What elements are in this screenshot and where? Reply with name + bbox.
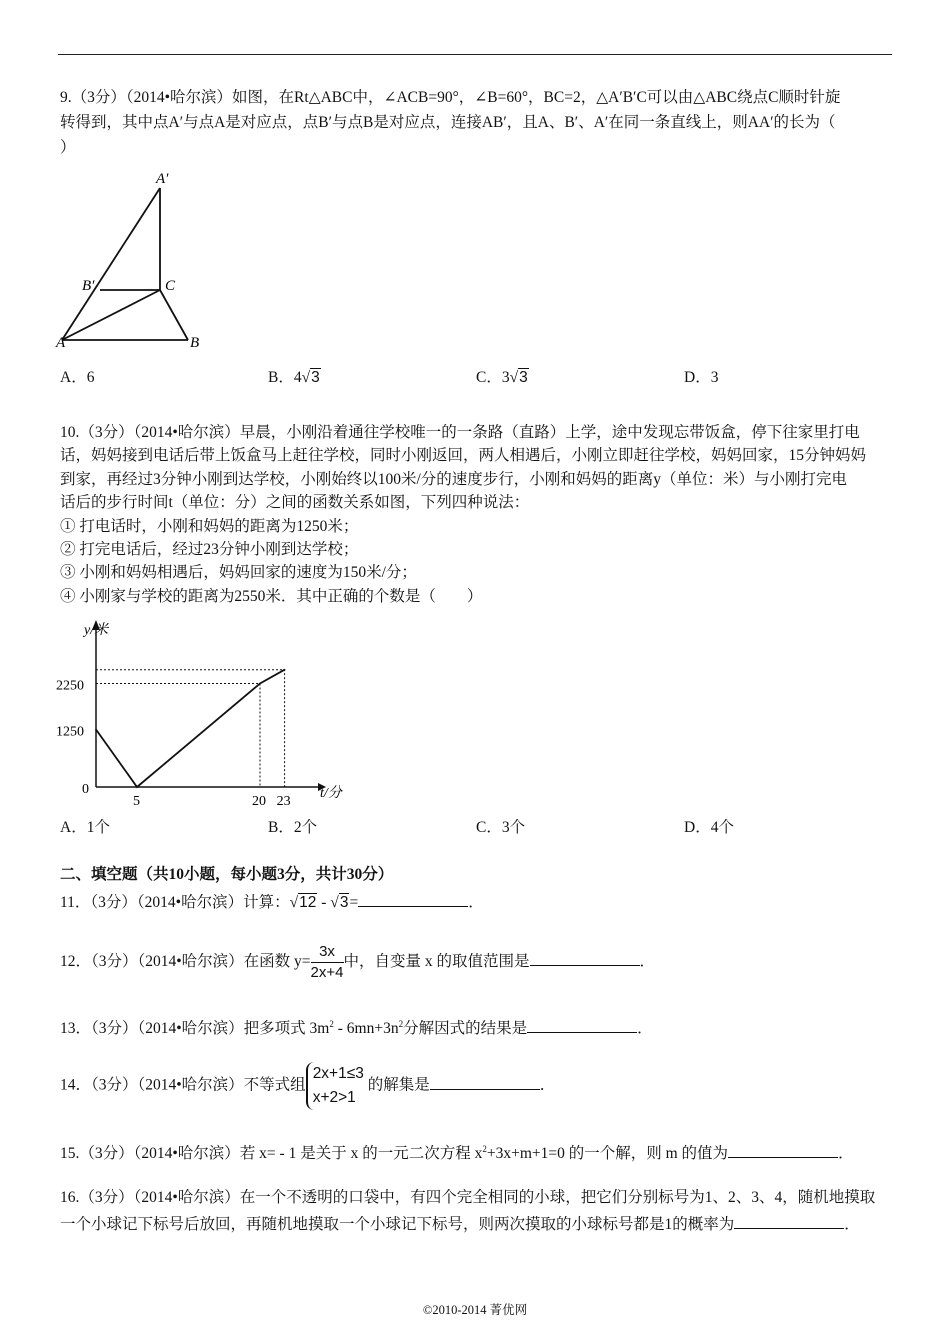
radicand: 3 bbox=[519, 369, 528, 386]
exponent: 2 bbox=[398, 1019, 404, 1029]
label-b-prime: B′ bbox=[82, 278, 95, 294]
distance-line bbox=[96, 670, 285, 787]
q10-option-c[interactable]: C．3个 bbox=[476, 819, 526, 836]
y-tick-label: 1250 bbox=[56, 724, 84, 740]
q13-suffix: 分解因式的结果是 bbox=[403, 1020, 528, 1038]
data-point bbox=[259, 683, 261, 685]
radicand: 3 bbox=[339, 894, 349, 911]
x-tick-label: 23 bbox=[276, 794, 291, 809]
q9-option-b[interactable]: B．4√3 bbox=[268, 369, 320, 386]
inequality-system bbox=[306, 1062, 364, 1110]
fraction bbox=[311, 942, 344, 983]
end: ． bbox=[844, 1216, 860, 1233]
q13-mid: - 6mn+3n bbox=[333, 1020, 399, 1038]
minus: - bbox=[317, 894, 331, 911]
q12-suffix: 中，自变量 x 的取值范围是 bbox=[343, 953, 530, 971]
section-title: 二、填空题（共10小题，每小题3分，共计30分） bbox=[60, 866, 394, 883]
end: ． bbox=[637, 1020, 653, 1038]
q10-line: 话后的步行时间t（单位：分）之间的函数关系如图，下列四种说法： bbox=[60, 494, 530, 511]
q9-option-c[interactable]: C．3√3 bbox=[476, 369, 528, 386]
q10-line: 10.（3分）（2014•哈尔滨）早晨，小刚沿着通往学校唯一的一条路（直路）上学，途中发现忘带饭盒，停下往家里打电 bbox=[60, 424, 860, 441]
q15-rest: +3x+m+1=0 的一个解，则 m 的值为 bbox=[486, 1145, 729, 1163]
q9-line: ） bbox=[60, 139, 76, 156]
footer-copyright: ©2010-2014 菁优网 bbox=[422, 1303, 528, 1317]
data-point bbox=[95, 729, 97, 731]
data-point bbox=[136, 786, 138, 788]
exponent: 2 bbox=[482, 1144, 487, 1154]
label-c: C bbox=[165, 278, 176, 294]
exponent: 2 bbox=[329, 1019, 334, 1029]
denominator: 2x+4 bbox=[310, 964, 344, 981]
dashed-guide bbox=[96, 684, 260, 788]
equals: = bbox=[349, 894, 359, 911]
q10-option-d[interactable]: D．4个 bbox=[684, 819, 734, 836]
option-label: B．4 bbox=[268, 369, 302, 386]
data-point bbox=[284, 669, 286, 671]
q13 bbox=[60, 1015, 653, 1038]
label-a-prime: A′ bbox=[156, 171, 169, 187]
end: ． bbox=[639, 953, 656, 971]
q11-prefix: 11．（3分）（2014•哈尔滨）计算： bbox=[60, 894, 290, 911]
q14-prefix: 14．（3分）（2014•哈尔滨）不等式组 bbox=[60, 1076, 306, 1094]
radicand: 3 bbox=[311, 369, 320, 386]
q14 bbox=[60, 1062, 555, 1110]
answer-blank[interactable] bbox=[734, 1214, 844, 1229]
answer-blank[interactable] bbox=[430, 1075, 540, 1090]
end: ． bbox=[838, 1145, 854, 1163]
inequality-2: x+2>1 bbox=[312, 1089, 356, 1106]
q10-option-a[interactable]: A．1个 bbox=[60, 819, 110, 836]
end: ． bbox=[468, 894, 484, 911]
q9-line: 转得到，其中点A′与点A是对应点，点B′与点B是对应点，连接AB′，且A、B′、A′在同一条直线上，则AA′的长为（ bbox=[60, 114, 836, 131]
q10-statement: ② 打完电话后，经过23分钟小刚到达学校； bbox=[60, 541, 359, 558]
q16-text: 一个小球记下标号后放回，再随机地摸取一个小球记下标号，则两次摸取的小球标号都是1的概率为 bbox=[60, 1216, 735, 1233]
answer-blank[interactable] bbox=[358, 892, 468, 907]
y-tick-label: 2250 bbox=[56, 678, 84, 694]
x-tick-label: 20 bbox=[252, 794, 266, 809]
answer-blank[interactable] bbox=[527, 1018, 637, 1033]
q12 bbox=[60, 942, 655, 983]
q16-line2 bbox=[60, 1214, 860, 1234]
q10-statement: ① 打电话时，小刚和妈妈的距离为1250米； bbox=[60, 518, 359, 535]
q9-option-d[interactable]: D．3 bbox=[684, 369, 719, 386]
option-label: C．3 bbox=[476, 369, 510, 386]
q9-option-a[interactable]: A．6 bbox=[60, 369, 95, 386]
q10-statement: ④ 小刚家与学校的距离为2550米．其中正确的个数是（ ） bbox=[60, 588, 483, 605]
q14-suffix: 的解集是 bbox=[367, 1076, 430, 1094]
q16-line1: 16.（3分）（2014•哈尔滨）在一个不透明的口袋中，有四个完全相同的小球，把它们分别标号为1、2、3、4，随机地摸取 bbox=[60, 1189, 876, 1206]
x-tick-label: 0 bbox=[82, 782, 89, 797]
x-tick-label: 5 bbox=[133, 794, 140, 809]
answer-blank[interactable] bbox=[728, 1143, 838, 1158]
q10-line: 话，妈妈接到电话后带上饭盒马上赶往学校，同时小刚返回，两人相遇后，小刚立即赶往学校，妈妈回家，15分钟妈妈 bbox=[60, 447, 867, 464]
q11: 11．（3分）（2014•哈尔滨）计算：√12 - √3= ． bbox=[60, 894, 484, 911]
radicand: 12 bbox=[299, 894, 317, 911]
x-axis-label: t/分 bbox=[320, 786, 342, 801]
q9-line: 9.（3分）（2014•哈尔滨）如图，在Rt△ABC中，∠ACB=90°，∠B=60°，BC=2，△A′B′C可以由△ABC绕点C顺时针旋 bbox=[60, 89, 841, 106]
q10-line: 到家，再经过3分钟小刚到达学校，小刚始终以100米/分的速度步行，小刚和妈妈的距离y（单位：米）与小刚打完电 bbox=[60, 471, 848, 488]
y-axis-label: y/米 bbox=[84, 623, 109, 638]
q15 bbox=[60, 1140, 854, 1163]
numerator: 3x bbox=[311, 942, 344, 963]
answer-blank[interactable] bbox=[530, 951, 640, 966]
inequality-1: 2x+1≤3 bbox=[312, 1065, 364, 1082]
q15-text: 15.（3分）（2014•哈尔滨）若 x= - 1 是关于 x 的一元二次方程 x bbox=[60, 1145, 483, 1163]
q13-prefix: 13．（3分）（2014•哈尔滨）把多项式 3m bbox=[60, 1020, 330, 1038]
q10-statement: ③ 小刚和妈妈相遇后，妈妈回家的速度为150米/分； bbox=[60, 564, 417, 581]
q12-prefix: 12．（3分）（2014•哈尔滨）在函数 y= bbox=[60, 953, 311, 971]
end: ． bbox=[539, 1076, 556, 1094]
label-a: A bbox=[56, 335, 66, 351]
q10-option-b[interactable]: B．2个 bbox=[268, 819, 318, 836]
label-b: B bbox=[190, 335, 200, 351]
